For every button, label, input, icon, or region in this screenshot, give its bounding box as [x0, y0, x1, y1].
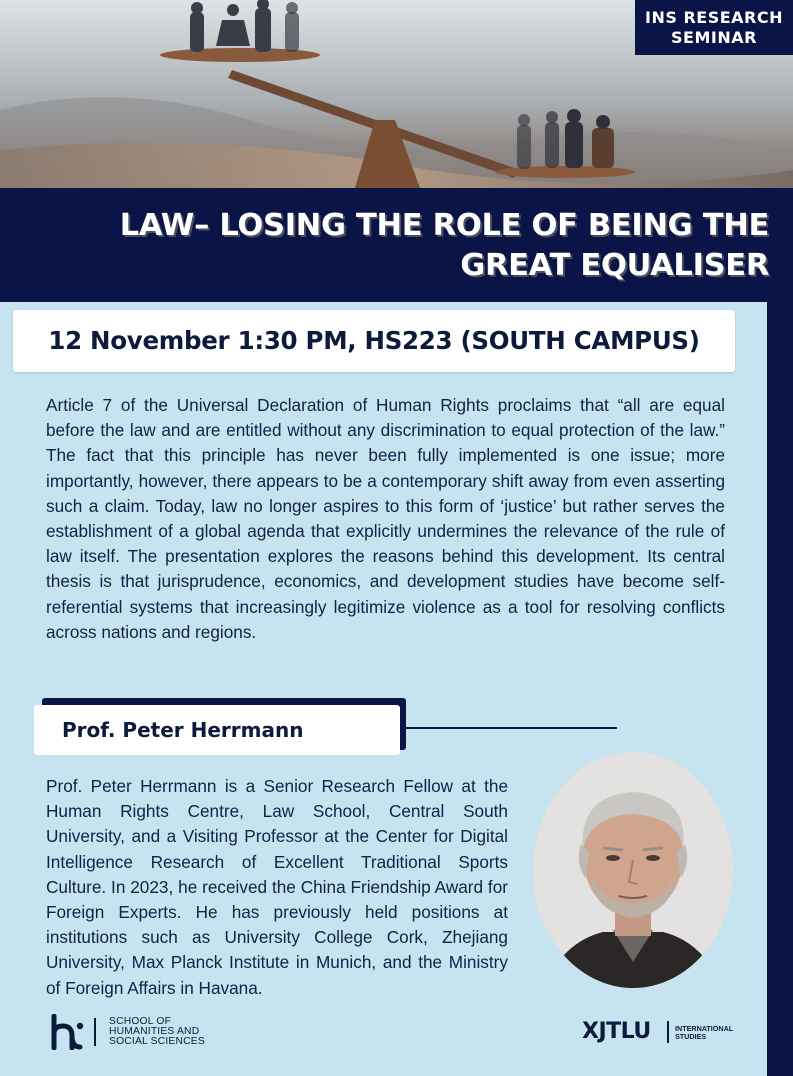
abstract-text: Article 7 of the Universal Declaration of Human Rights proclaims that “all are equal before the law and are entitled without any discrimination to equal protection of the law.” The fact that this principle has never been fully implemented is one issue; more importantly, however, there appears to be a contemporary shift away from even asserting such a claim. Today, law no longer aspires to this form of ‘justice’ but rather serves the establishment of a global agenda that explicitly undermines the relevance of the rule of law itself. The presentation explores the reasons behind this development. Its central thesis is that jurisprudence, economics, and development studies have become self-referential systems that increasingly legitimize violence as a tool for resolving conflicts across nations and regions.	[46, 395, 725, 642]
badge-line-2: SEMINAR	[671, 28, 757, 47]
logo-divider	[94, 1018, 96, 1046]
right-accent-bar	[767, 302, 793, 1076]
xjtlu-divider	[667, 1021, 669, 1043]
seminar-badge	[635, 0, 793, 55]
school-line-2: HUMANITIES AND	[109, 1026, 200, 1037]
xjtlu-sub-line-1: INTERNATIONAL	[675, 1024, 734, 1033]
divider-line	[400, 727, 617, 729]
xjtlu-wordmark: XJTLU	[582, 1019, 651, 1044]
school-name	[109, 1017, 249, 1047]
speaker-name: Prof. Peter Herrmann	[34, 705, 400, 755]
school-line-3: SOCIAL SCIENCES	[109, 1036, 205, 1047]
seminar-title: LAW– LOSING THE ROLE OF BEING THE GREAT EQUALISER	[119, 208, 769, 283]
badge-line-1: INS RESEARCH	[645, 8, 783, 27]
xjtlu-subtitle	[675, 1025, 745, 1041]
speaker-bio: Prof. Peter Herrmann is a Senior Research Fellow at the Human Rights Centre, Law School, Central South University, and a Visiting Professor at the Center for Digital Intelligence Research of Excellent Traditional Sports Culture. In 2023, he received the China Friendship Award for Foreign Experts. He has previously held positions at institutions such as University College Cork, Zhejiang University, Max Planck Institute in Munich, and the Ministry of Foreign Affairs in Havana.	[46, 776, 508, 998]
speaker-portrait	[533, 752, 733, 988]
school-line-1: SCHOOL OF	[109, 1016, 172, 1027]
xjtlu-sub-line-2: STUDIES	[675, 1032, 707, 1041]
event-datetime-location: 12 November 1:30 PM, HS223 (SOUTH CAMPUS)	[13, 310, 735, 372]
hss-logo-icon	[50, 1014, 86, 1050]
speaker-photo	[533, 752, 733, 988]
